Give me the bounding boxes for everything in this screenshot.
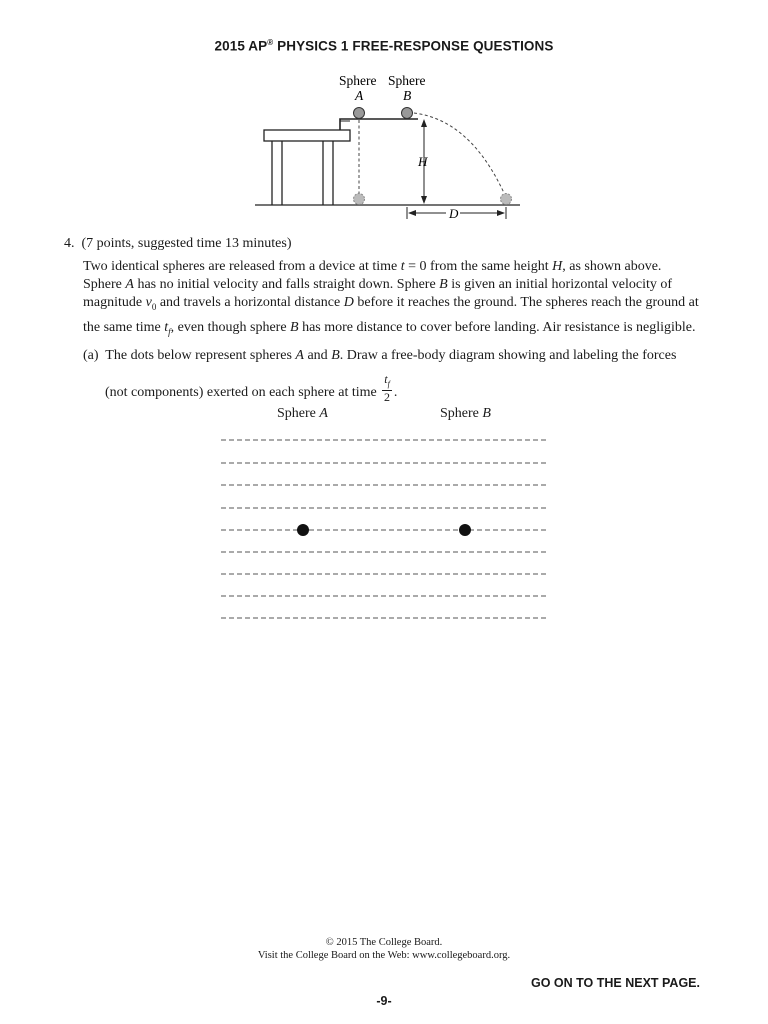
- page-number: -9-: [376, 994, 392, 1008]
- question-meta: (7 points, suggested time 13 minutes): [81, 236, 292, 251]
- fbd-dot-sphere-a: [297, 524, 309, 536]
- stem-line: the same time $t_f$, even though sphere B has more distance to cover before landing. Air resistance is negligible.: [83, 319, 696, 337]
- fbd-sphere-a-label: Sphere A: [277, 406, 328, 421]
- sphere-b-label-word: Sphere: [388, 73, 426, 88]
- stem-line: magnitude $v_0$ and travels a horizontal distance D before it reaches the ground. The spheres reach the ground at: [83, 295, 699, 312]
- page-title: 2015 AP® PHYSICS 1 FREE-RESPONSE QUESTIONS: [214, 38, 554, 54]
- fraction-tf-over-2: $\frac{t_f}{2}$: [384, 372, 391, 405]
- website-text: Visit the College Board on the Web: www.collegeboard.org.: [257, 950, 511, 961]
- stem-line: Two identical spheres are released from a device at time t = 0 from the same height H, as shown above.: [83, 259, 662, 274]
- distance-label: D: [449, 206, 459, 221]
- fbd-dot-sphere-b: [459, 524, 471, 536]
- height-label: H: [418, 154, 428, 169]
- sphere-a-label-word: Sphere: [339, 73, 377, 88]
- part-a-line2: (not components) exerted on each sphere at time $\frac{t_f}{2}$ .: [105, 372, 398, 405]
- sphere-a-label-letter: A: [355, 88, 364, 103]
- stem-line: Sphere A has no initial velocity and falls straight down. Sphere B is given an initial horizontal velocity of: [83, 277, 673, 292]
- fbd-sphere-b-label: Sphere B: [440, 406, 491, 421]
- footer-copyright: [0, 936, 768, 962]
- part-a-line1: (a) The dots below represent spheres A and B. Draw a free-body diagram showing and labeling the forces: [83, 348, 677, 363]
- copyright-text: © 2015 The College Board.: [325, 937, 443, 948]
- question-number: 4.: [64, 236, 75, 251]
- sphere-b-label-letter: B: [403, 88, 412, 103]
- next-page-notice: GO ON TO THE NEXT PAGE.: [530, 976, 700, 990]
